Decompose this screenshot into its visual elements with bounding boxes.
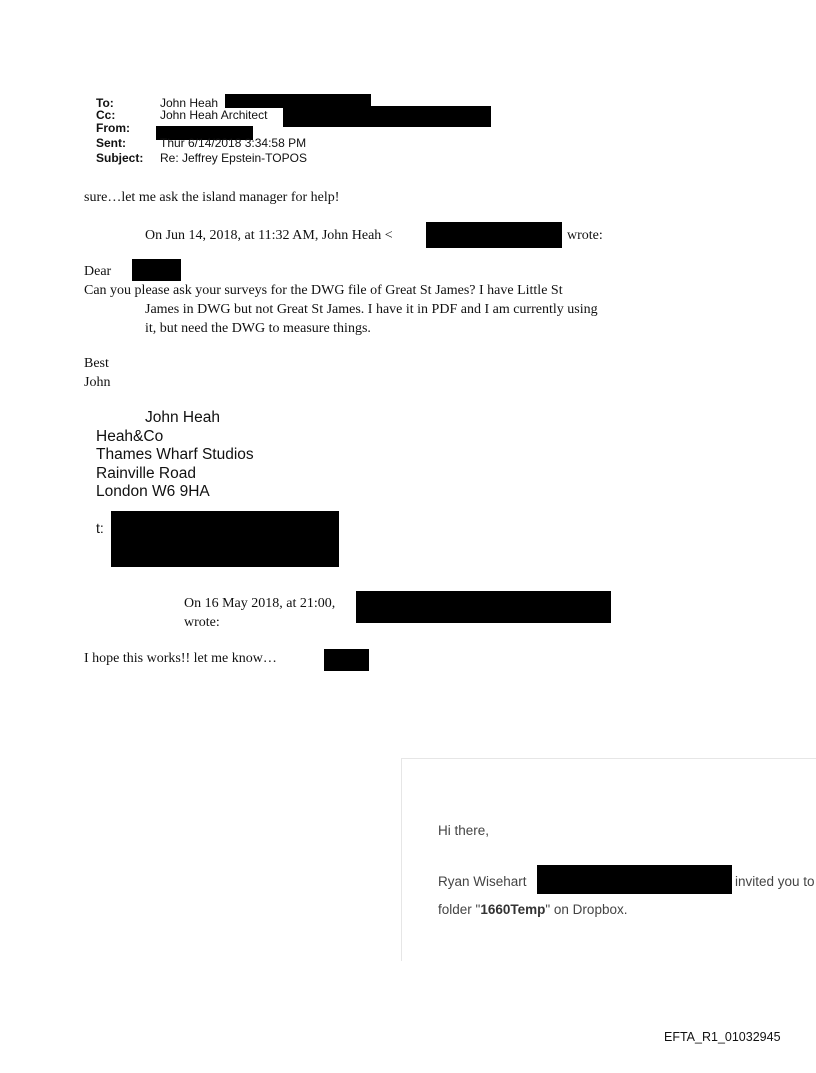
redaction-quoted1-email bbox=[426, 222, 562, 248]
dropbox-folder-name[interactable]: 1660Temp bbox=[480, 902, 546, 917]
redaction-dropbox-email bbox=[537, 865, 732, 894]
quoted1-greeting: Dear bbox=[84, 264, 112, 279]
dropbox-folder-prefix: folder " bbox=[438, 902, 481, 917]
signature-address3: London W6 9HA bbox=[96, 483, 210, 500]
subject-value: Re: Jeffrey Epstein-TOPOS bbox=[160, 151, 307, 165]
quoted1-line1: Can you please ask your surveys for the DWG file of Great St James? I have Little St bbox=[84, 283, 563, 298]
redaction-greeting-name bbox=[132, 259, 181, 281]
document-id: EFTA_R1_01032945 bbox=[664, 1030, 781, 1044]
signature-address2: Rainville Road bbox=[96, 465, 196, 482]
quoted1-line3: it, but need the DWG to measure things. bbox=[145, 321, 371, 336]
quoted2-attribution: On 16 May 2018, at 21:00, bbox=[184, 596, 336, 611]
signature-company: Heah&Co bbox=[96, 428, 164, 445]
quoted2-message: I hope this works!! let me know… bbox=[84, 651, 277, 666]
cc-label: Cc: bbox=[96, 108, 116, 122]
redaction-quoted2-name bbox=[324, 649, 369, 671]
quoted1-line2: James in DWG but not Great St James. I have it in PDF and I am currently using bbox=[145, 302, 598, 317]
sent-label: Sent: bbox=[96, 136, 126, 150]
subject-label: Subject: bbox=[96, 151, 144, 165]
dropbox-folder-line bbox=[438, 902, 627, 917]
dropbox-greeting: Hi there, bbox=[438, 823, 490, 838]
redaction-phone bbox=[111, 511, 339, 567]
redaction-quoted2-sender bbox=[356, 591, 611, 623]
signature-name: John Heah bbox=[145, 409, 220, 426]
redaction-cc bbox=[283, 106, 491, 127]
sent-value: Thur 6/14/2018 3:34:58 PM bbox=[160, 136, 307, 150]
dropbox-folder-suffix: " on Dropbox. bbox=[545, 902, 628, 917]
cc-value: John Heah Architect bbox=[160, 108, 268, 122]
dropbox-invite-card bbox=[401, 758, 816, 961]
to-label: To: bbox=[96, 96, 114, 110]
quoted2-wrote: wrote: bbox=[184, 615, 220, 630]
quoted1-attribution: On Jun 14, 2018, at 11:32 AM, John Heah < bbox=[145, 228, 393, 243]
reply-text: sure…let me ask the island manager for help! bbox=[84, 190, 340, 205]
signature-address1: Thames Wharf Studios bbox=[96, 446, 254, 463]
dropbox-sender: Ryan Wisehart bbox=[438, 874, 527, 889]
quoted1-wrote: wrote: bbox=[567, 228, 603, 243]
quoted1-closing: Best bbox=[84, 356, 109, 371]
to-value: John Heah bbox=[160, 96, 219, 110]
from-label: From: bbox=[96, 121, 130, 135]
signature-phone-label: t: bbox=[96, 520, 104, 536]
quoted1-name: John bbox=[84, 375, 111, 390]
dropbox-invite-text: invited you to bbox=[735, 874, 815, 889]
